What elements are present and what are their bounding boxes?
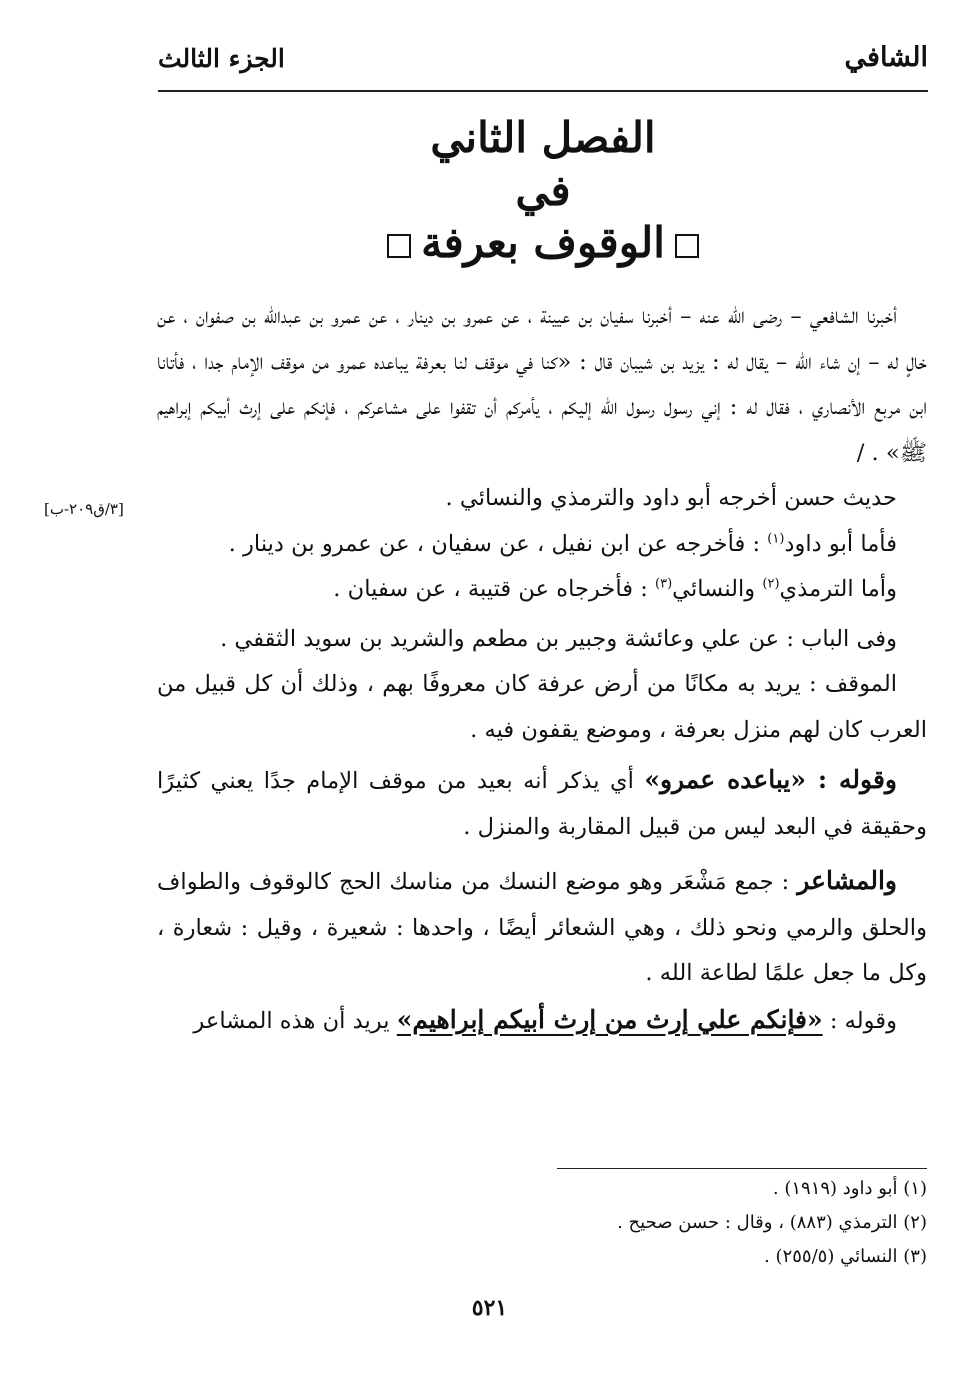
bold-term: وقوله : «يباعده عمرو» <box>644 765 897 794</box>
text-segment: : فأخرجه عن ابن نفيل ، عن سفيان ، عن عمرو بن دينار . <box>228 530 768 557</box>
chapter-title-line1: الفصل الثاني <box>430 113 656 162</box>
footnote-divider <box>557 1168 927 1169</box>
footnote-item: (١) أبو داود (١٩١٩) . <box>772 1178 927 1199</box>
text-segment: وأما الترمذي <box>779 576 897 602</box>
text-segment: فأما أبو داود <box>784 530 897 557</box>
footnote-item: (٣) النسائي (٢٥٥/٥) . <box>764 1246 927 1267</box>
yubaiduhu-paragraph <box>157 757 927 850</box>
chapter-title-line3: الوقوف بعرفة <box>421 218 665 267</box>
bold-term: والمشاعر <box>797 866 897 895</box>
text-segment: أي يذكر أنه بعيد من موقف الإمام جدًا يعني كثيرًا وحقيقة في البعد ليس من قبيل المقاربة والمنزل . <box>157 768 927 840</box>
text-segment: يريد أن هذه المشاعر <box>193 1007 397 1034</box>
main-text <box>157 294 927 1044</box>
tirmidhi-paragraph <box>157 567 927 613</box>
footnote-ref: (١) <box>767 530 785 546</box>
page-number: ٥٢١ <box>471 1295 508 1321</box>
bold-quote: «فإنكم علي إرث من إرث أبيكم إبراهيم» <box>396 1004 823 1034</box>
text-segment: : فأخرجاه عن قتيبة ، عن سفيان . <box>333 576 656 602</box>
text-segment: وقوله : <box>822 1007 897 1034</box>
footnote-ref: (٢) <box>762 576 780 592</box>
square-ornament-icon <box>675 234 699 258</box>
text-segment: : جمع مَشْعَر وهو موضع النسك من مناسك الحج كالوقوف والطواف والحلق والرمي ونحو ذلك ، وهي الشعائر أيضًا ، واحدها : شعيرة ، وقيل : شعارة ، وكل ما جعل علمًا لطاعة الله . <box>157 869 927 986</box>
footnotes <box>157 1172 927 1274</box>
text-segment: والنسائي <box>672 576 763 602</box>
footnote-ref: (٣) <box>655 576 673 592</box>
grading-paragraph: حديث حسن أخرجه أبو داود والترمذي والنسائي . <box>445 485 897 511</box>
running-header <box>158 42 928 92</box>
hadith-paragraph: أخبرنا الشافعي – رضى الله عنه – أخبرنا سفيان بن عيينة ، عن عمرو بن دينار ، عن عمرو بن عبدالله بن صفوان ، عن خالٍ له – إن شاء الله – يقال له : يزيد بن شيبان قال : «كنا في موقف لنا بعرفة يباعده عمرو من موقف الإمام جدا ، فأتانا ابن مربع الأنصاري ، فقال له : إني رسول رسول الله إليكم ، يأمركم أن تقفوا على مشاعركم ، فإنكم على إرث أبيكم إبراهيم ﷺ» . / <box>157 303 927 466</box>
footnote-item: (٢) الترمذي (٨٨٣) ، وقال : حسن صحيح . <box>617 1212 927 1233</box>
chapter-narrations-paragraph: وفى الباب : عن علي وعائشة وجبير بن مطعم والشريد بن سويد الثقفي . <box>220 625 897 652</box>
mawqif-paragraph: الموقف : يريد به مكانًا من أرض عرفة كان معروفًا بهم ، وذلك أن كل قبيل من العرب كان لهم منزل بعرفة ، وموضع يقفون فيه . <box>157 671 927 743</box>
chapter-title <box>158 112 928 270</box>
volume-label: الجزء الثالث <box>158 44 285 73</box>
abu-dawud-paragraph <box>157 522 927 568</box>
chapter-title-line2: في <box>515 165 571 215</box>
chapter-title-line3-wrap <box>158 217 928 270</box>
margin-manuscript-reference: [٣/ق٢٠٩-ب] <box>44 500 124 518</box>
irth-paragraph <box>157 997 927 1045</box>
book-title: الشافي <box>844 42 928 73</box>
mashair-paragraph <box>157 858 927 997</box>
square-ornament-icon <box>387 234 411 258</box>
